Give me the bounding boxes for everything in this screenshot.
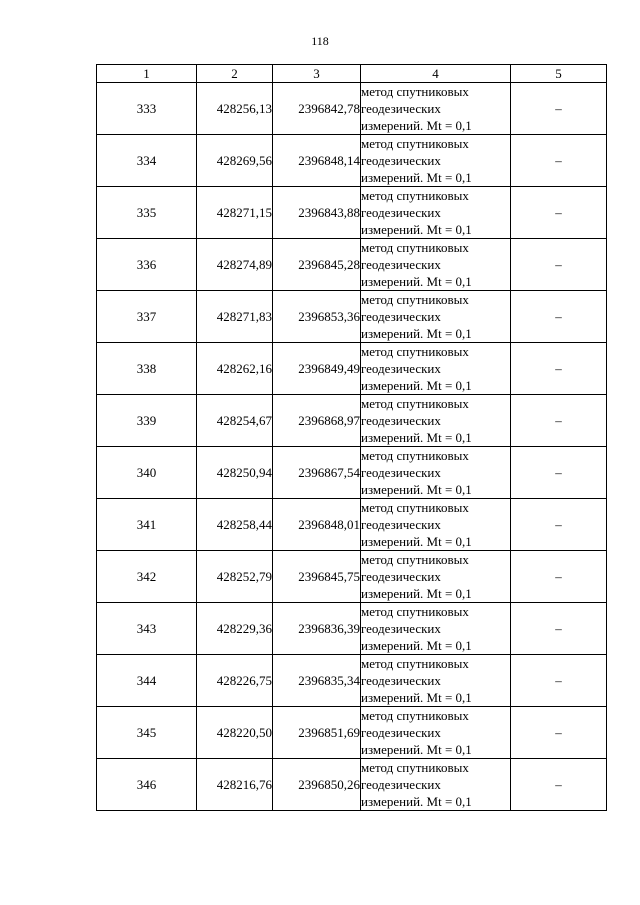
- method-cell: [361, 603, 511, 655]
- point-number-cell: 345: [97, 707, 197, 759]
- y-coordinate-cell: 2396848,01: [273, 499, 361, 551]
- y-coordinate-cell: 2396853,36: [273, 291, 361, 343]
- method-line: геодезических: [361, 205, 441, 220]
- table-row: [97, 83, 607, 135]
- table-row: [97, 447, 607, 499]
- point-number-cell: 344: [97, 655, 197, 707]
- x-coordinate-cell: 428256,13: [197, 83, 273, 135]
- method-line: геодезических: [361, 777, 441, 792]
- method-line: геодезических: [361, 465, 441, 480]
- method-line: измерений. Mt = 0,1: [361, 742, 472, 757]
- method-line: измерений. Mt = 0,1: [361, 430, 472, 445]
- table-row: [97, 187, 607, 239]
- method-line: измерений. Mt = 0,1: [361, 326, 472, 341]
- table-header-row: [97, 65, 607, 83]
- table-row: [97, 499, 607, 551]
- method-line: геодезических: [361, 621, 441, 636]
- column-5-cell: –: [511, 655, 607, 707]
- point-number-cell: 336: [97, 239, 197, 291]
- method-cell: [361, 291, 511, 343]
- method-cell: [361, 135, 511, 187]
- method-line: измерений. Mt = 0,1: [361, 794, 472, 809]
- method-line: метод спутниковых: [361, 344, 469, 359]
- point-number-cell: 341: [97, 499, 197, 551]
- method-line: метод спутниковых: [361, 656, 469, 671]
- method-line: геодезических: [361, 569, 441, 584]
- point-number-cell: 334: [97, 135, 197, 187]
- column-5-cell: –: [511, 603, 607, 655]
- method-cell: [361, 239, 511, 291]
- x-coordinate-cell: 428262,16: [197, 343, 273, 395]
- column-5-cell: –: [511, 447, 607, 499]
- point-number-cell: 337: [97, 291, 197, 343]
- method-cell: [361, 395, 511, 447]
- x-coordinate-cell: 428274,89: [197, 239, 273, 291]
- method-line: измерений. Mt = 0,1: [361, 378, 472, 393]
- point-number-cell: 340: [97, 447, 197, 499]
- table-row: [97, 343, 607, 395]
- method-line: измерений. Mt = 0,1: [361, 586, 472, 601]
- method-line: измерений. Mt = 0,1: [361, 534, 472, 549]
- method-line: геодезических: [361, 153, 441, 168]
- method-line: метод спутниковых: [361, 292, 469, 307]
- column-5-cell: –: [511, 239, 607, 291]
- method-line: метод спутниковых: [361, 188, 469, 203]
- method-line: измерений. Mt = 0,1: [361, 638, 472, 653]
- method-cell: [361, 187, 511, 239]
- method-line: метод спутниковых: [361, 760, 469, 775]
- x-coordinate-cell: 428254,67: [197, 395, 273, 447]
- point-number-cell: 338: [97, 343, 197, 395]
- header-col-2: 2: [197, 65, 273, 83]
- column-5-cell: –: [511, 343, 607, 395]
- method-line: геодезических: [361, 413, 441, 428]
- column-5-cell: –: [511, 83, 607, 135]
- x-coordinate-cell: 428229,36: [197, 603, 273, 655]
- x-coordinate-cell: 428220,50: [197, 707, 273, 759]
- method-line: измерений. Mt = 0,1: [361, 118, 472, 133]
- x-coordinate-cell: 428271,15: [197, 187, 273, 239]
- column-5-cell: –: [511, 395, 607, 447]
- column-5-cell: –: [511, 551, 607, 603]
- x-coordinate-cell: 428258,44: [197, 499, 273, 551]
- method-line: геодезических: [361, 101, 441, 116]
- y-coordinate-cell: 2396836,39: [273, 603, 361, 655]
- method-cell: [361, 707, 511, 759]
- table-row: [97, 291, 607, 343]
- column-5-cell: –: [511, 707, 607, 759]
- point-number-cell: 335: [97, 187, 197, 239]
- method-line: метод спутниковых: [361, 136, 469, 151]
- point-number-cell: 346: [97, 759, 197, 811]
- method-line: геодезических: [361, 725, 441, 740]
- y-coordinate-cell: 2396849,49: [273, 343, 361, 395]
- method-line: метод спутниковых: [361, 708, 469, 723]
- point-number-cell: 342: [97, 551, 197, 603]
- point-number-cell: 339: [97, 395, 197, 447]
- method-line: геодезических: [361, 309, 441, 324]
- y-coordinate-cell: 2396843,88: [273, 187, 361, 239]
- table-row: [97, 239, 607, 291]
- header-col-5: 5: [511, 65, 607, 83]
- x-coordinate-cell: 428250,94: [197, 447, 273, 499]
- page-number: 118: [311, 34, 329, 48]
- method-line: метод спутниковых: [361, 500, 469, 515]
- method-line: геодезических: [361, 517, 441, 532]
- method-line: метод спутниковых: [361, 552, 469, 567]
- method-cell: [361, 447, 511, 499]
- method-line: метод спутниковых: [361, 604, 469, 619]
- method-line: измерений. Mt = 0,1: [361, 690, 472, 705]
- header-col-3: 3: [273, 65, 361, 83]
- y-coordinate-cell: 2396842,78: [273, 83, 361, 135]
- table-row: [97, 759, 607, 811]
- y-coordinate-cell: 2396850,26: [273, 759, 361, 811]
- method-line: метод спутниковых: [361, 396, 469, 411]
- point-number-cell: 343: [97, 603, 197, 655]
- column-5-cell: –: [511, 135, 607, 187]
- y-coordinate-cell: 2396835,34: [273, 655, 361, 707]
- x-coordinate-cell: 428269,56: [197, 135, 273, 187]
- method-line: измерений. Mt = 0,1: [361, 170, 472, 185]
- y-coordinate-cell: 2396851,69: [273, 707, 361, 759]
- method-cell: [361, 551, 511, 603]
- method-line: геодезических: [361, 361, 441, 376]
- x-coordinate-cell: 428271,83: [197, 291, 273, 343]
- y-coordinate-cell: 2396868,97: [273, 395, 361, 447]
- point-number-cell: 333: [97, 83, 197, 135]
- y-coordinate-cell: 2396867,54: [273, 447, 361, 499]
- column-5-cell: –: [511, 499, 607, 551]
- method-cell: [361, 655, 511, 707]
- method-line: геодезических: [361, 673, 441, 688]
- method-line: метод спутниковых: [361, 448, 469, 463]
- y-coordinate-cell: 2396845,75: [273, 551, 361, 603]
- method-line: измерений. Mt = 0,1: [361, 222, 472, 237]
- method-line: измерений. Mt = 0,1: [361, 274, 472, 289]
- table-row: [97, 551, 607, 603]
- table-row: [97, 655, 607, 707]
- x-coordinate-cell: 428216,76: [197, 759, 273, 811]
- method-cell: [361, 343, 511, 395]
- x-coordinate-cell: 428226,75: [197, 655, 273, 707]
- x-coordinate-cell: 428252,79: [197, 551, 273, 603]
- header-col-4: 4: [361, 65, 511, 83]
- y-coordinate-cell: 2396848,14: [273, 135, 361, 187]
- table-row: [97, 135, 607, 187]
- column-5-cell: –: [511, 291, 607, 343]
- method-line: метод спутниковых: [361, 84, 469, 99]
- coordinates-table: [96, 64, 607, 811]
- method-cell: [361, 759, 511, 811]
- header-col-1: 1: [97, 65, 197, 83]
- method-line: измерений. Mt = 0,1: [361, 482, 472, 497]
- table-row: [97, 395, 607, 447]
- method-line: геодезических: [361, 257, 441, 272]
- table-row: [97, 603, 607, 655]
- method-line: метод спутниковых: [361, 240, 469, 255]
- y-coordinate-cell: 2396845,28: [273, 239, 361, 291]
- method-cell: [361, 83, 511, 135]
- column-5-cell: –: [511, 759, 607, 811]
- table-row: [97, 707, 607, 759]
- method-cell: [361, 499, 511, 551]
- table-body: [97, 83, 607, 811]
- column-5-cell: –: [511, 187, 607, 239]
